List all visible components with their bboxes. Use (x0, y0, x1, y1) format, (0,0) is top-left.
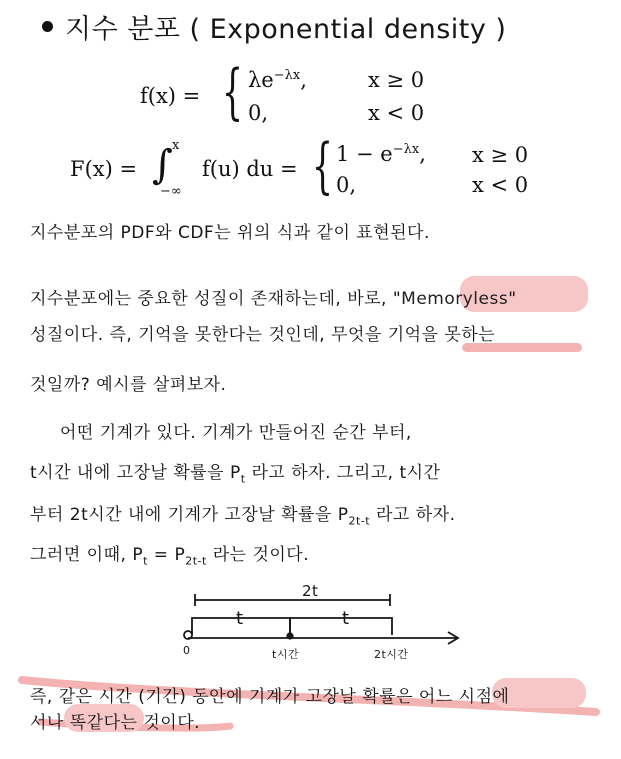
same-phrase: 똑같다는 (69, 713, 138, 733)
label-2t: 2t (302, 582, 319, 600)
tick-2t: 2t시간 (374, 648, 409, 661)
integral-upper: x (172, 138, 180, 153)
bullet-icon (42, 21, 53, 32)
conclusion-line1: 즉, 같은 시간 (기간) 동안에 기계가 고장날 확률은 어느 시점에 (30, 687, 510, 707)
tick-0: 0 (183, 644, 191, 657)
cdf-integrand: f(u) du = (202, 157, 298, 181)
tick-t: t시간 (272, 648, 300, 661)
label-t-second: t (342, 608, 350, 629)
paragraph-pdf-cdf: 지수분포의 PDF와 CDF는 위의 식과 같이 표현된다. (30, 223, 430, 243)
pdf-case1-expr: $\lambda e^{-\lambda x}$, (248, 68, 307, 92)
forgetting-phrase: 기억을 못하는 (387, 325, 496, 345)
pdf-case1-cond: x ≥ 0 (368, 68, 425, 92)
bracket-t-second (290, 618, 392, 635)
integral-lower: −∞ (160, 184, 182, 199)
cdf-case1-cond: x ≥ 0 (472, 143, 529, 167)
cdf-case2-cond: x < 0 (472, 173, 529, 197)
cdf-brace: { (312, 131, 334, 201)
cdf-lhs: F(x) = (70, 157, 138, 181)
pdf-case2-expr: 0, (248, 101, 269, 125)
cdf-case2-expr: 0, (336, 173, 357, 197)
paragraph-equality: 그러면 이때, $P_t = P_{2t-t}$ 라는 것이다. (30, 545, 310, 568)
paragraph-memoryless-line1: 지수분포에는 중요한 성질이 존재하는데, 바로, "Memoryless" (30, 289, 517, 309)
paragraph-machine-line3: 부터 2t시간 내에 기계가 고장날 확률을 $P_{2t-t}$ 라고 하자. (30, 505, 456, 528)
memoryless-term: Memoryless (401, 289, 509, 309)
page-title: 지수 분포 ( Exponential density ) (65, 13, 507, 45)
integral-sign: ∫ (152, 142, 173, 188)
paragraph-machine-line2: t시간 내에 고장날 확률을 $P_t$ 라고 하자. 그리고, t시간 (30, 463, 441, 486)
label-t-first: t (236, 608, 244, 629)
paragraph-memoryless-line3: 것일까? 예시를 살펴보자. (30, 375, 227, 395)
pdf-lhs: f(x) = (140, 84, 201, 108)
cdf-case1-expr: $1 - e^{-\lambda x}$, (336, 142, 426, 166)
pdf-case1-exp: −λx (273, 68, 301, 83)
paragraph-memoryless-line2: 성질이다. 즉, 기억을 못한다는 것인데, 무엇을 기억을 못하는 (30, 325, 496, 345)
conclusion-line2: 서나 똑같다는 것이다. (30, 713, 201, 733)
t-marker (286, 632, 293, 639)
title-row (42, 4, 506, 48)
paragraph-machine-line1: 어떤 기계가 있다. 기계가 만들어진 순간 부터, (60, 423, 412, 443)
any-point-phrase: 어느 시점에 (418, 687, 510, 707)
pdf-brace: { (222, 57, 244, 127)
pdf-case2-cond: x < 0 (368, 101, 425, 125)
